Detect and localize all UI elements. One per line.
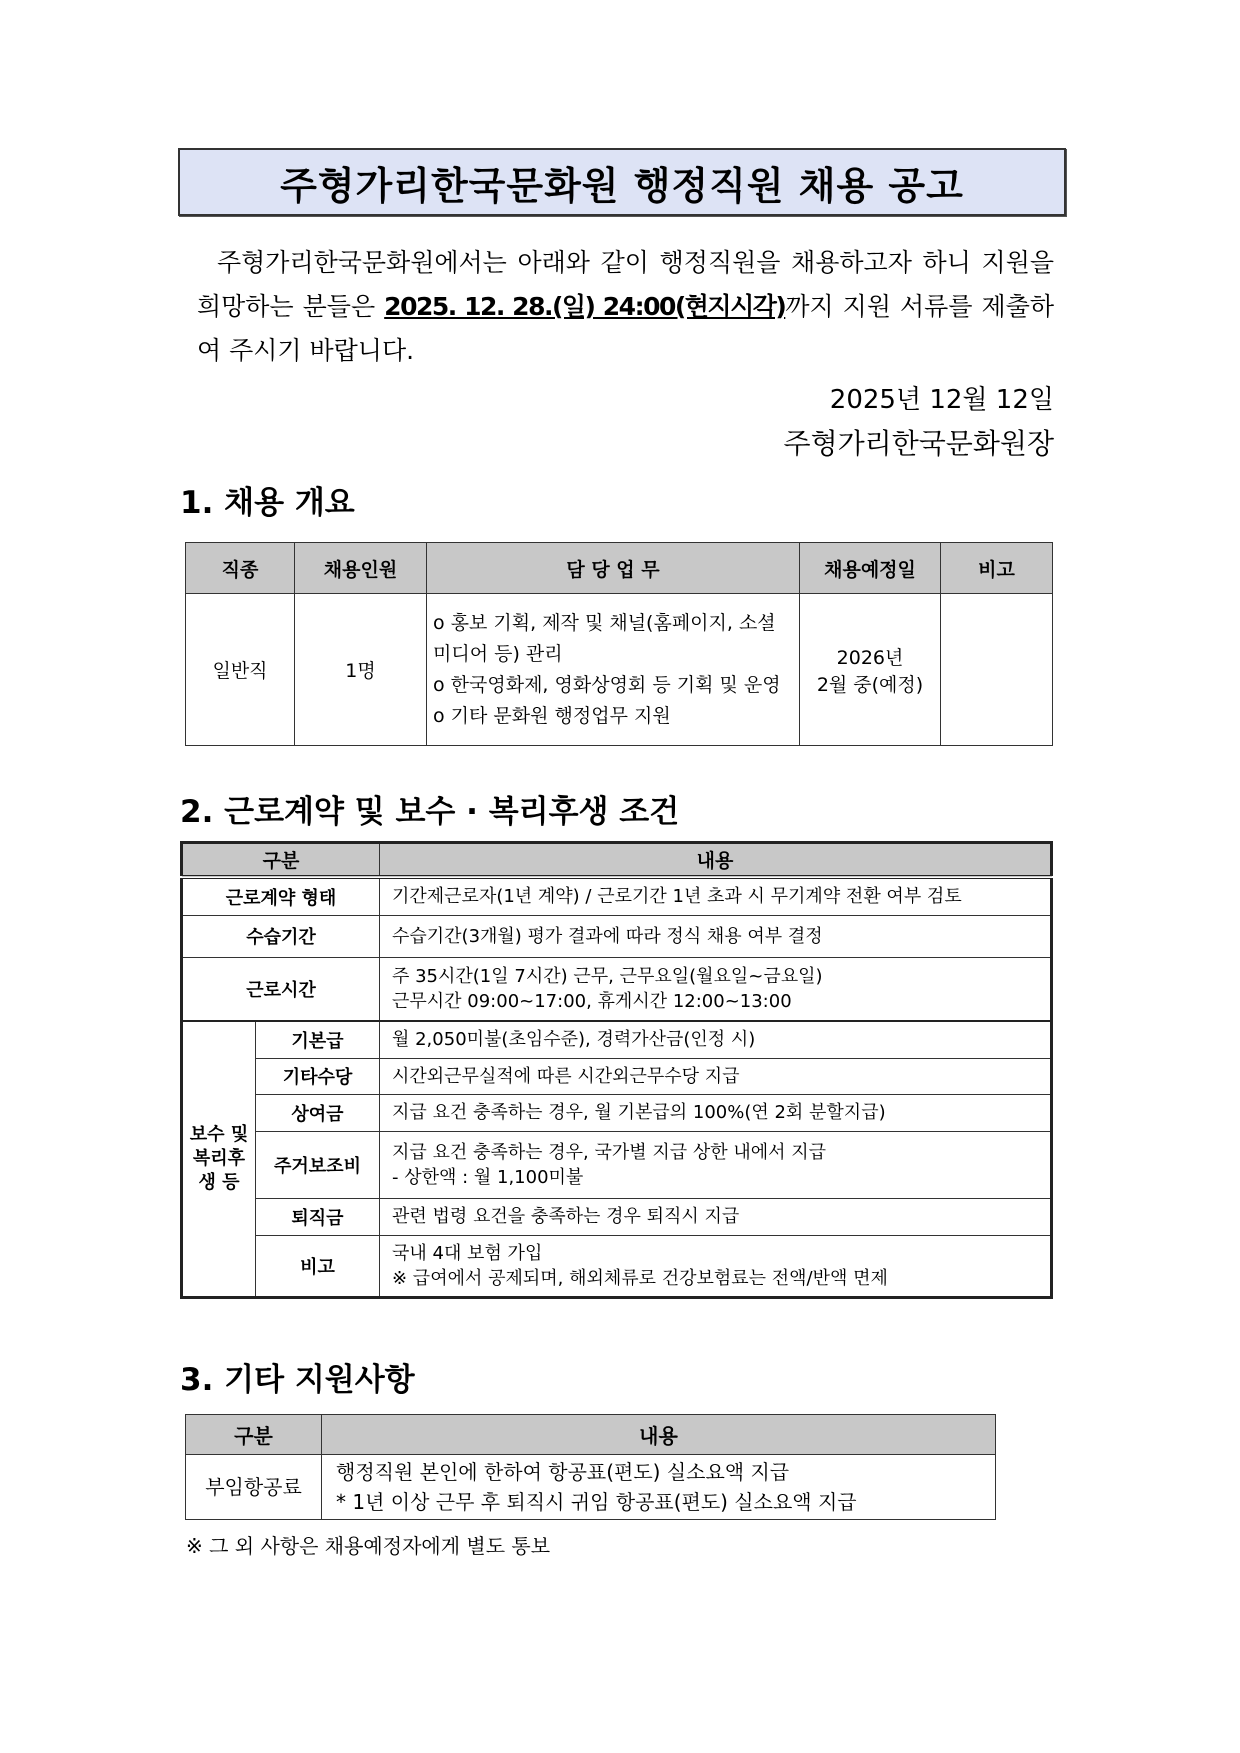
- col-header: 채용인원: [295, 543, 427, 594]
- row-value: 지급 요건 충족하는 경우, 월 기본급의 100%(연 2회 분할지급): [380, 1094, 1052, 1131]
- table-row: [186, 594, 1053, 746]
- value-line: 행정직원 본인에 한하여 항공표(편도) 실소요액 지급: [336, 1460, 790, 1484]
- row-value: [380, 1131, 1052, 1198]
- note-cell: [941, 594, 1053, 746]
- row-value: 수습기간(3개월) 평가 결과에 따라 정식 채용 여부 결정: [380, 915, 1052, 957]
- row-key: 주거보조비: [256, 1131, 380, 1198]
- signer: 주형가리한국문화원장: [783, 427, 1054, 460]
- row-key: 기본급: [256, 1021, 380, 1058]
- row-key: 근로시간: [182, 957, 380, 1021]
- value-line: ※ 급여에서 공제되며, 해외체류로 건강보험료는 전액/반액 면제: [392, 1267, 888, 1289]
- other-support-table: [185, 1414, 996, 1520]
- intro-text-after: 까지 지원 서류를 제출하여 주시기 바랍니다.: [197, 292, 1054, 365]
- row-value: 월 2,050미불(초임수준), 경력가산금(인정 시): [380, 1021, 1052, 1058]
- value-line: 주 35시간(1일 7시간) 근무, 근무요일(월요일~금요일): [392, 965, 823, 987]
- row-key: 근로계약 형태: [182, 877, 380, 915]
- intro-text-before: 주형가리한국문화원에서는 아래와 같이 행정직원을 채용하고자 하니 지원을 희망하는 분들은: [197, 248, 1054, 321]
- expected-date: [800, 594, 941, 746]
- table-row: [182, 1198, 1052, 1235]
- table-row: [182, 1235, 1052, 1297]
- col-header: 구분: [186, 1415, 322, 1455]
- row-key: 기타수당: [256, 1058, 380, 1094]
- row-key: 수습기간: [182, 915, 380, 957]
- recruitment-overview-table: [185, 542, 1053, 746]
- section2-heading: 2. 근로계약 및 보수 · 복리후생 조건: [180, 794, 680, 830]
- duty-item: o 홍보 기획, 제작 및 채널(홈페이지, 소셜미디어 등) 관리: [433, 611, 776, 665]
- date-line: 2026년: [836, 646, 904, 669]
- col-header: 구분: [182, 843, 380, 878]
- value-line: 근무시간 09:00~17:00, 휴게시간 12:00~13:00: [392, 990, 792, 1012]
- row-value: 관련 법령 요건을 충족하는 경우 퇴직시 지급: [380, 1198, 1052, 1235]
- row-value: [380, 1235, 1052, 1297]
- table-row: [182, 1021, 1052, 1058]
- intro-paragraph: [197, 241, 1054, 373]
- value-line: - 상한액 : 월 1,100미불: [392, 1166, 584, 1188]
- section3-heading: 3. 기타 지원사항: [180, 1362, 415, 1398]
- group-label: 보수 및 복리후생 등: [182, 1021, 256, 1297]
- table-row: [182, 1094, 1052, 1131]
- row-key: 부임항공료: [186, 1455, 322, 1520]
- conditions-table: [180, 841, 1053, 1299]
- col-header: 내용: [322, 1415, 996, 1455]
- col-header: 채용예정일: [800, 543, 941, 594]
- col-header: 내용: [380, 843, 1052, 878]
- page-title: 주형가리한국문화원 행정직원 채용 공고: [178, 148, 1066, 216]
- notice-date: 2025년 12월 12일: [829, 385, 1054, 415]
- row-key: 비고: [256, 1235, 380, 1297]
- headcount: 1명: [295, 594, 427, 746]
- row-value: [380, 957, 1052, 1021]
- duties: [427, 594, 800, 746]
- value-line: 국내 4대 보험 가입: [392, 1242, 543, 1264]
- table-row: [186, 1455, 996, 1520]
- col-header: 담 당 업 무: [427, 543, 800, 594]
- duty-item: o 한국영화제, 영화상영회 등 기획 및 운영: [433, 673, 781, 696]
- date-line: 2월 중(예정): [816, 673, 924, 696]
- job-type: 일반직: [186, 594, 295, 746]
- section1-heading: 1. 채용 개요: [180, 485, 355, 521]
- deadline: 2025. 12. 28.(일) 24:00(현지시각): [384, 292, 786, 321]
- table-header-row: [186, 543, 1053, 594]
- row-value: 시간외근무실적에 따른 시간외근무수당 지급: [380, 1058, 1052, 1094]
- value-line: 지급 요건 충족하는 경우, 국가별 지급 상한 내에서 지급: [392, 1141, 827, 1163]
- table-row: [182, 1131, 1052, 1198]
- table-row: [182, 957, 1052, 1021]
- row-key: 상여금: [256, 1094, 380, 1131]
- row-key: 퇴직금: [256, 1198, 380, 1235]
- table-row: [182, 1058, 1052, 1094]
- col-header: 직종: [186, 543, 295, 594]
- row-value: [322, 1455, 996, 1520]
- table-row: [182, 915, 1052, 957]
- col-header: 비고: [941, 543, 1053, 594]
- footnote: ※ 그 외 사항은 채용예정자에게 별도 통보: [186, 1534, 551, 1558]
- table-row: [182, 877, 1052, 915]
- row-value: 기간제근로자(1년 계약) / 근로기간 1년 초과 시 무기계약 전환 여부 검토: [380, 877, 1052, 915]
- value-line: * 1년 이상 근무 후 퇴직시 귀임 항공표(편도) 실소요액 지급: [336, 1490, 857, 1514]
- duty-item: o 기타 문화원 행정업무 지원: [433, 704, 671, 727]
